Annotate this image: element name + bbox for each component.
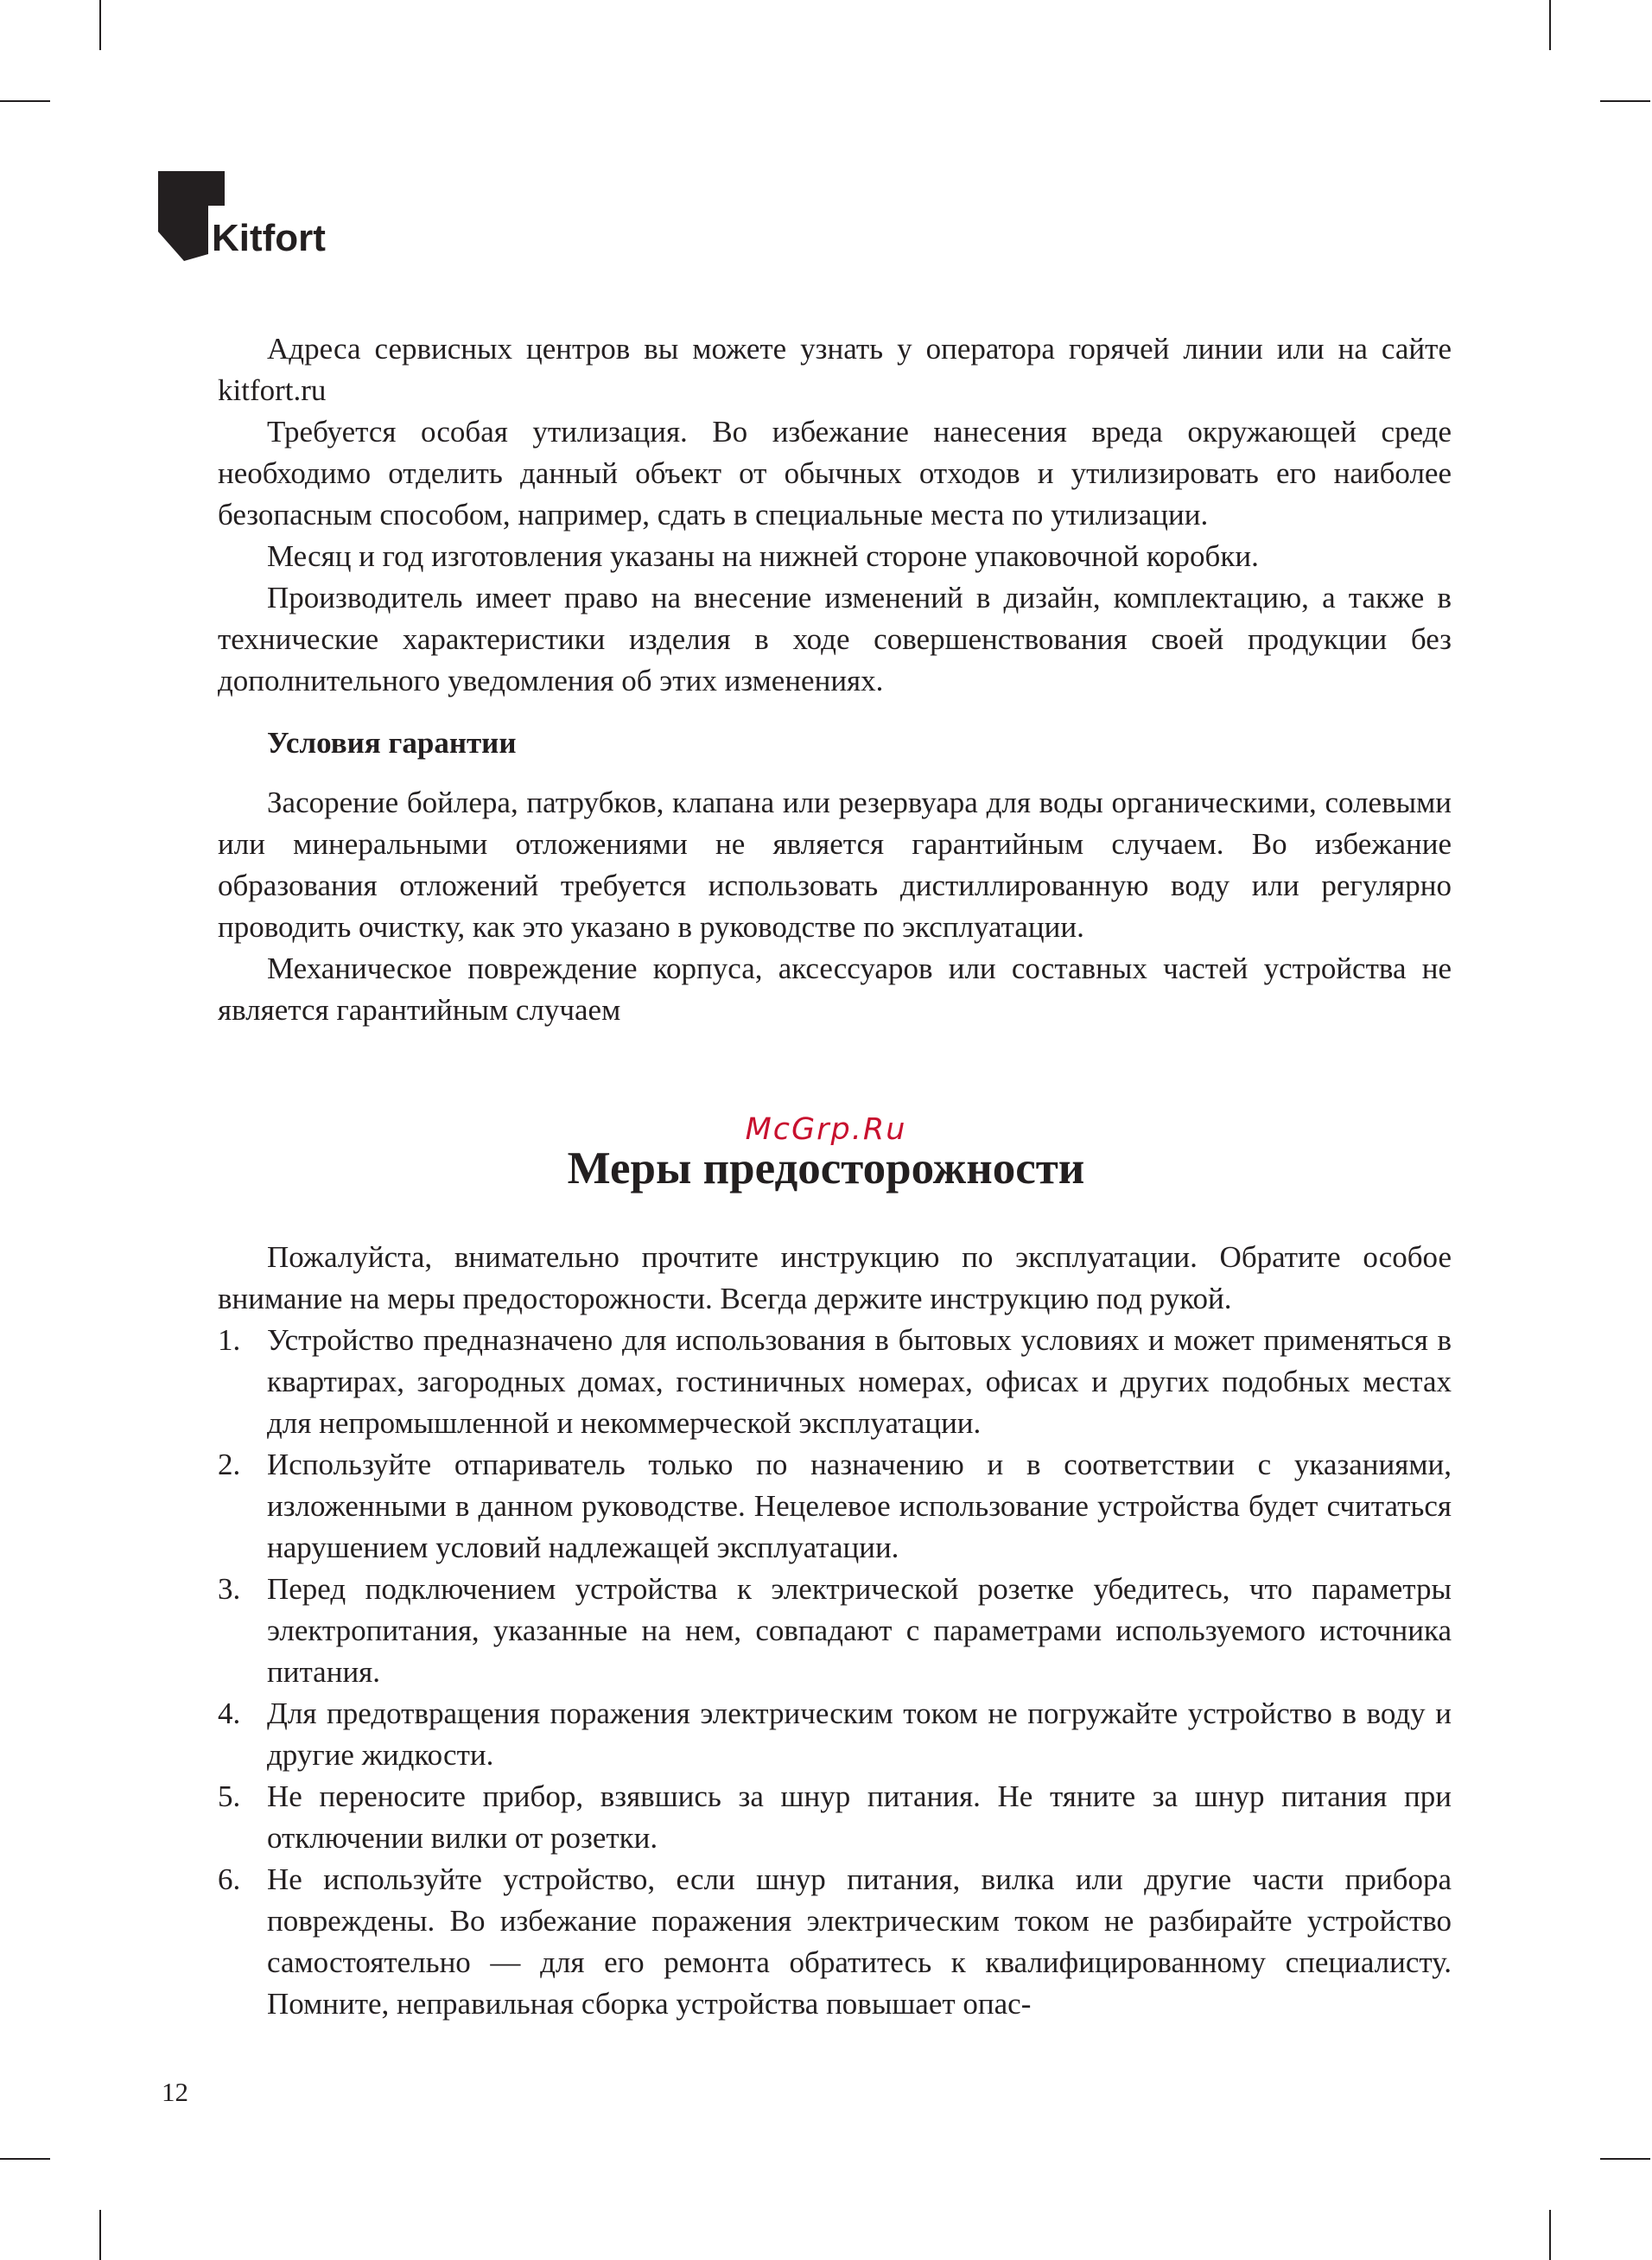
list-item — [218, 1859, 1452, 2025]
crop-mark-bottom-left-h — [0, 2158, 50, 2160]
crop-mark-bottom-right-h — [1600, 2158, 1650, 2160]
warranty-paragraph-2: Механическое повреждение корпуса, аксессуаров или составных частей устройства не является гарантийным случаем — [218, 952, 1452, 1027]
brand-name: Kitfort — [212, 217, 326, 259]
list-item — [218, 1693, 1452, 1776]
section-title: Меры предосторожности — [567, 1143, 1085, 1194]
list-item — [218, 1320, 1452, 1444]
list-item-number: 3. — [218, 1572, 241, 1606]
brand-logo — [158, 171, 348, 264]
list-item-number: 6. — [218, 1862, 241, 1896]
list-item-text: Перед подключением устройства к электрической розетке убедитесь, что параметры электропитания, указанные на нем, совпадают с параметрами используемого источника питания. — [267, 1572, 1452, 1689]
list-item — [218, 1444, 1452, 1569]
list-item-number: 1. — [218, 1323, 241, 1357]
manufacture-date-paragraph: Месяц и год изготовления указаны на нижней стороне упаковочной коробки. — [267, 539, 1259, 573]
crop-mark-bottom-right — [1549, 2210, 1551, 2260]
crop-mark-top-left-h — [0, 100, 50, 102]
precautions-list — [218, 1320, 1452, 2025]
list-item-number: 5. — [218, 1779, 241, 1813]
precautions-intro: Пожалуйста, внимательно прочтите инструкцию по эксплуатации. Обратите особое внимание на меры предосторожности. Всегда держите инструкцию под рукой. — [218, 1240, 1452, 1315]
list-item-number: 2. — [218, 1448, 241, 1481]
crop-mark-bottom-left — [99, 2210, 101, 2260]
precautions-section — [218, 1237, 1452, 2025]
list-item — [218, 1776, 1452, 1859]
page-number: 12 — [162, 2077, 188, 2107]
list-item — [218, 1569, 1452, 1693]
warranty-paragraph-1: Засорение бойлера, патрубков, клапана или резервуара для воды органическими, солевыми или минеральными отложениями не является гарантийным случаем. Во избежание образования отложений требуется использовать дистиллированную воду или регулярно проводить очистку, как это указано в руководстве по эксплуатации. — [218, 786, 1452, 944]
crop-mark-top-right — [1549, 0, 1551, 50]
list-item-text: Для предотвращения поражения электрическим током не погружайте устройство в воду и другие жидкости. — [267, 1697, 1452, 1772]
list-item-text: Не используйте устройство, если шнур питания, вилка или другие части прибора повреждены. Во избежание поражения электрическим током не разбирайте устройство самостоятельно — для его ремонта обратитесь к квалифицированному специалисту. Помните, неправильная сборка устройства повышает опас- — [267, 1862, 1452, 2021]
watermark: McGrp.Ru — [745, 1112, 907, 1147]
disposal-paragraph: Требуется особая утилизация. Во избежание нанесения вреда окружающей среде необходимо отделить данный объект от обычных отходов и утилизировать его наиболее безопасным способом, например, сдать в специальные места по утилизации. — [218, 415, 1452, 532]
list-item-text: Используйте отпариватель только по назначению и в соответствии с указаниями, изложенными в данном руководстве. Нецелевое использование устройства будет считаться нарушением условий надлежащей эксплуатации. — [267, 1448, 1452, 1564]
crop-mark-top-right-h — [1600, 100, 1650, 102]
crop-mark-top-left — [99, 0, 101, 50]
manufacturer-rights-paragraph: Производитель имеет право на внесение изменений в дизайн, комплектацию, а также в технические характеристики изделия в ходе совершенствования своей продукции без дополнительного уведомления об этих изменениях. — [218, 581, 1452, 697]
list-item-text: Не переносите прибор, взявшись за шнур питания. Не тяните за шнур питания при отключении вилки от розетки. — [267, 1779, 1452, 1855]
warranty-heading: Условия гарантии — [267, 726, 517, 760]
service-centers-paragraph: Адреса сервисных центров вы можете узнать у оператора горячей линии или на сайте kitfort.ru — [218, 332, 1452, 407]
list-item-number: 4. — [218, 1697, 241, 1730]
intro-section — [218, 328, 1452, 1031]
list-item-text: Устройство предназначено для использования в бытовых условиях и может применяться в квартирах, загородных домах, гостиничных номерах, офисах и других подобных местах для непромышленной и некоммерческой эксплуатации. — [267, 1323, 1452, 1440]
